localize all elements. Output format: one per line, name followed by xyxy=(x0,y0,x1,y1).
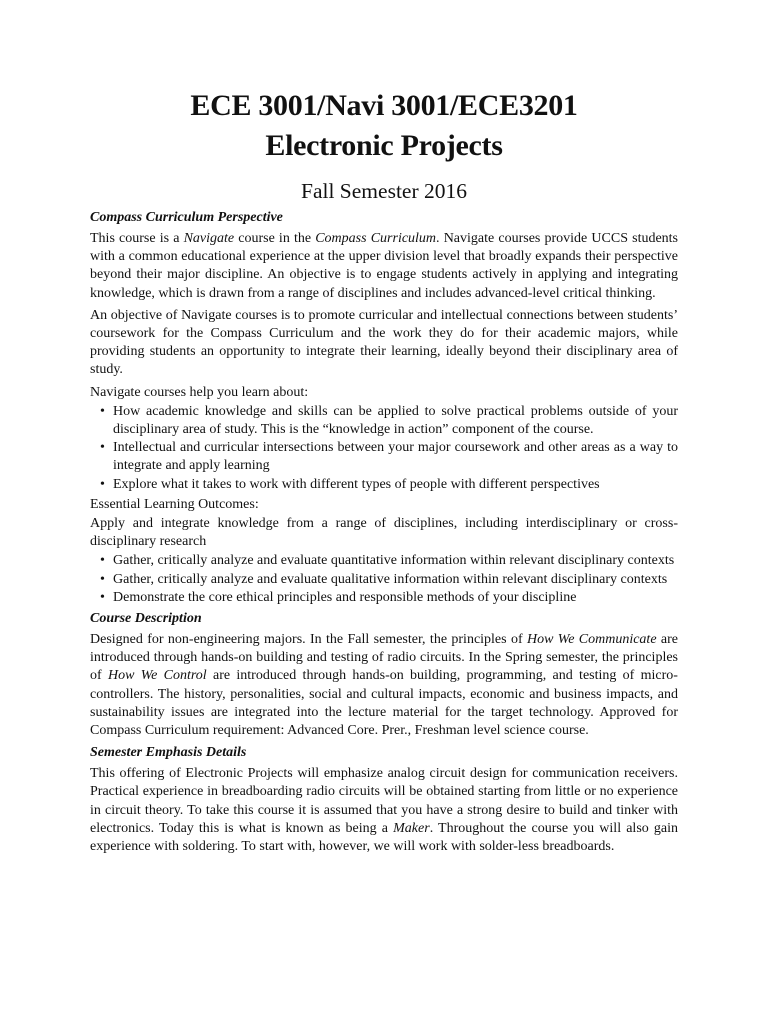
semester-subtitle: Fall Semester 2016 xyxy=(300,179,467,203)
document-page xyxy=(90,86,678,860)
semester-emphasis-paragraph xyxy=(90,765,678,856)
course-description-paragraph xyxy=(90,631,678,740)
list-item xyxy=(90,571,678,589)
compass-bullet-list xyxy=(90,403,678,494)
bullet-icon: • xyxy=(100,476,105,492)
bullet-icon: • xyxy=(100,571,105,587)
list-item-text: Explore what it takes to work with different types of people with different perspectives xyxy=(113,476,600,492)
how-we-communicate-emphasis: How We Communicate xyxy=(527,632,657,648)
bullet-icon: • xyxy=(100,553,105,569)
bullet-icon: • xyxy=(100,440,105,456)
course-description-heading: Course Description xyxy=(90,611,202,627)
list-item-text: Gather, critically analyze and evaluate qualitative information within relevant disciplinary contexts xyxy=(113,571,668,587)
text-run: course in the xyxy=(234,231,316,246)
text-run: This offering of Electronic Projects will emphasize analog circuit design for communication receivers. Practical experience in breadboarding radio circuits will be obtained starting from little or no experience in circuit theory. To take this course it is assumed that you have a strong desire to build and tinker with electronics. Today this is what is known as being a xyxy=(90,766,678,836)
compass-paragraph-2: An objective of Navigate courses is to promote curricular and intellectual connections between students’ coursework for the Compass Curriculum and the work they do for their academic majors, while providing students an opportunity to integrate their learning, ideally beyond their disciplinary area of study. xyxy=(90,307,678,378)
course-code-title: ECE 3001/Navi 3001/ECE3201 xyxy=(190,89,578,122)
maker-emphasis: Maker xyxy=(393,820,430,836)
list-item xyxy=(90,439,678,475)
bullet-icon: • xyxy=(100,589,105,605)
outcomes-heading: Essential Learning Outcomes: xyxy=(90,496,259,512)
list-item-text: Intellectual and curricular intersections between your major coursework and other areas as a way to integrate and apply learning xyxy=(113,440,678,474)
list-item-text: Gather, critically analyze and evaluate quantitative information within relevant disciplinary contexts xyxy=(113,553,675,569)
text-run: are introduced through hands-on building, programming, and testing of micro-controllers. The history, personalities, social and cultural impacts, economic and business impacts, and sustainability issues are integrated into the lecture material for the target technology. Approved for Compass Curriculum requirement: Advanced Core. Prer., Freshman level science course. xyxy=(90,668,678,739)
list-item xyxy=(90,476,678,494)
text-run: . Navigate courses provide UCCS students with a common educational experience at the upper division level that broadly expands their perspective beyond their major discipline. An objective is to engage students actively in applying and integrating knowledge, which is drawn from a range of disciplines and includes advanced-level critical thinking. xyxy=(90,231,679,301)
text-run: . Throughout the course you will also gain experience with soldering. To start with, however, we will work with solder-less breadboards. xyxy=(90,820,678,855)
list-item xyxy=(90,589,678,607)
semester-emphasis-heading: Semester Emphasis Details xyxy=(90,745,247,761)
list-item-text: Demonstrate the core ethical principles and responsible methods of your discipline xyxy=(113,589,577,605)
list-item xyxy=(90,552,678,570)
compass-curriculum-emphasis: Compass Curriculum xyxy=(315,231,437,246)
text-run: This course is a xyxy=(90,231,184,246)
compass-paragraph-3: Navigate courses help you learn about: xyxy=(90,384,309,400)
text-run: are introduced through hands-on building and testing of radio circuits. In the Spring semester, the principles of xyxy=(90,632,679,684)
list-item xyxy=(90,403,678,439)
how-we-control-emphasis: How We Control xyxy=(107,668,207,684)
text-run: Designed for non-engineering majors. In the Fall semester, the principles of xyxy=(90,632,527,648)
bullet-icon: • xyxy=(100,403,105,419)
compass-paragraph-1 xyxy=(90,230,678,303)
navigate-emphasis: Navigate xyxy=(183,231,235,246)
compass-heading: Compass Curriculum Perspective xyxy=(90,210,283,225)
outcomes-intro: Apply and integrate knowledge from a range of disciplines, including interdisciplinary or cross-disciplinary research xyxy=(90,516,678,550)
list-item-text: How academic knowledge and skills can be applied to solve practical problems outside of your disciplinary area of study. This is the “knowledge in action” component of the course. xyxy=(113,403,678,438)
outcomes-bullet-list xyxy=(90,552,678,607)
course-name-title: Electronic Projects xyxy=(265,129,503,162)
